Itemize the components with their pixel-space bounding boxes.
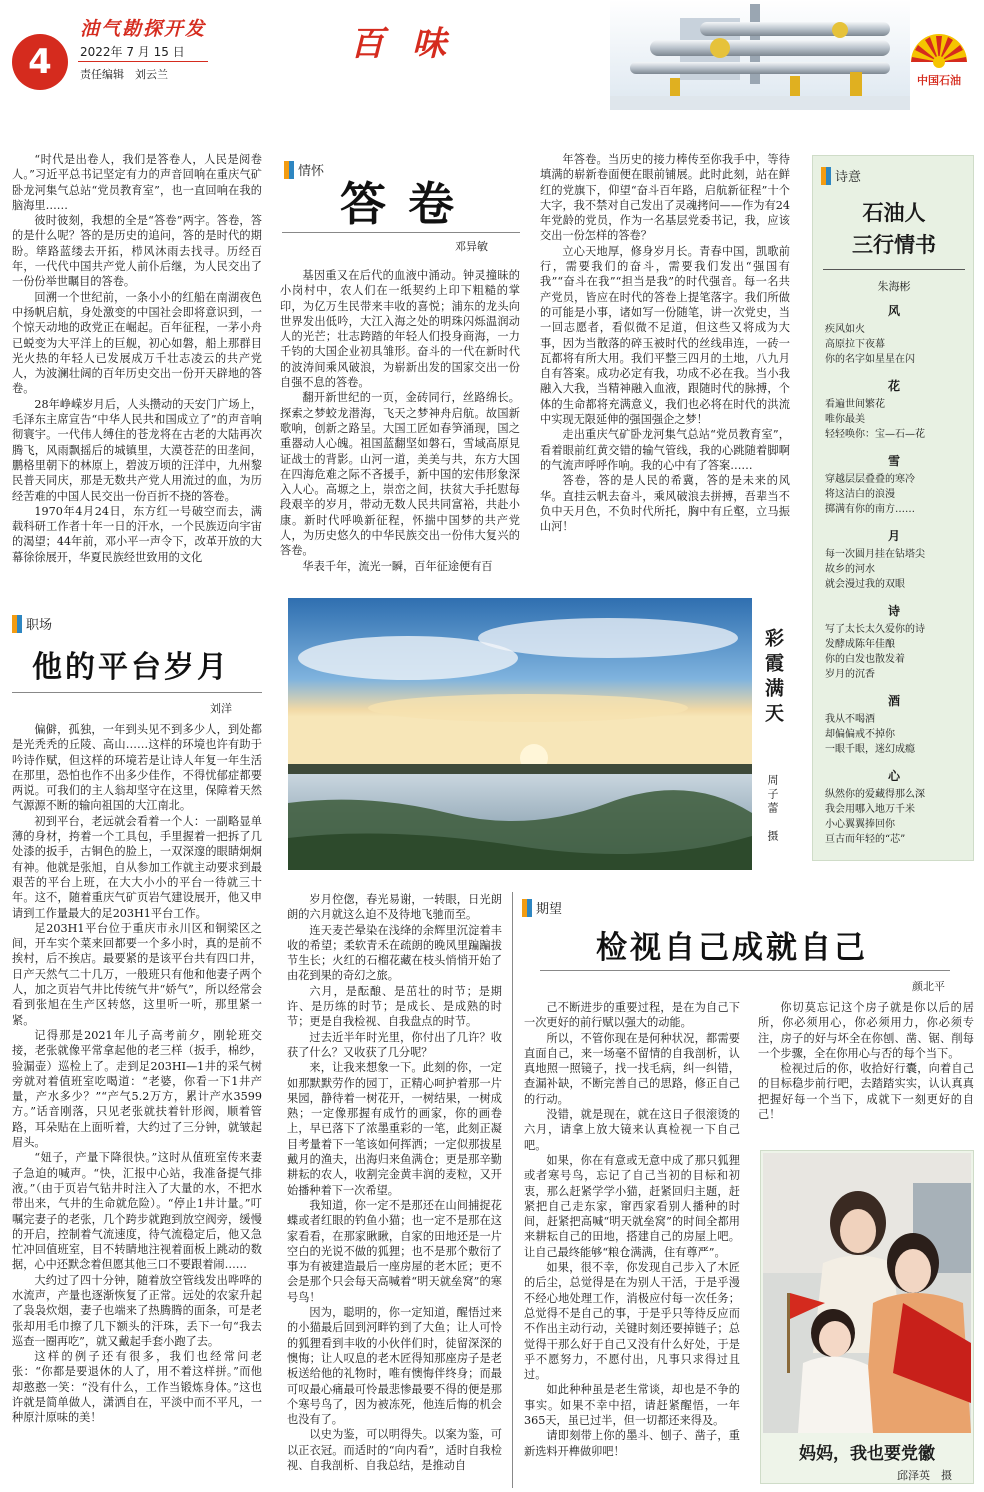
poem-line: 高原拉下夜幕 bbox=[825, 339, 885, 350]
dajuan-col-3 bbox=[540, 152, 790, 578]
poem-section-title: 酒 bbox=[887, 694, 900, 708]
mother-child-image bbox=[763, 1153, 971, 1433]
paragraph: 己不断进步的重要过程，是在为自己下一次更好的前行赋以强大的动能。 bbox=[524, 1001, 740, 1030]
poem-line: 就会漫过我的双眼 bbox=[825, 579, 905, 590]
paragraph: 回溯一个世纪前，一条小小的红船在南湖夜色中扬帆启航，身处激变的中国社会即将意识到，一个惊天动地的政党正在崛起。百年征程，一茅小舟已蜕变为大平洋上的巨舰，初心如磐，船上那群目光火热的年轻人已发展成万千壮志凌云的共产党人，为波澜壮阔的百年历史交出一份开天辟地的答卷。 bbox=[12, 290, 262, 396]
poem-title-line-2: 三行情书 bbox=[852, 233, 936, 257]
tag-bar-icon bbox=[821, 167, 831, 185]
poem-section bbox=[819, 602, 969, 682]
poem-section-title: 风 bbox=[887, 304, 900, 318]
platform-col-2 bbox=[287, 892, 502, 1492]
jianshi-title-rule bbox=[540, 970, 950, 971]
poem-section-title: 花 bbox=[887, 379, 900, 393]
poem-author: 朱海彬 bbox=[877, 280, 911, 293]
poem-line: 每一次圆月挂在钻塔尖 bbox=[825, 549, 925, 560]
paragraph: 华表千年，流光一瞬，百年征途便有百 bbox=[302, 559, 493, 573]
paragraph: 六月，是酝酿、是茁壮的时节；是期许、是历练的时节；是成长、是成熟的时节；更是自我检视、自我盘点的时节。 bbox=[287, 984, 502, 1029]
paragraph: 你切莫忘记这个房子就是你以后的居所，你必须用心，你必须用力，你必须专注，房子的好与坏全在你刨、凿、锯、削每一个步骤，全在你用心与否的每个当下。 bbox=[758, 1001, 974, 1060]
poem-section bbox=[819, 527, 969, 592]
tag-label: 期望 bbox=[536, 902, 563, 917]
paragraph: 基因重又在后代的血液中涌动。钟灵撞昧的小岗村中，农人们在一纸契约上印下粗糙的掌印，为亿万生民带来丰收的喜悦；浦东的龙头向世界发出低吟，大江入海之处的明珠闪烁温润动人的光芒；壮志跨踏的年轻人们投身商海，一力千钧的大国企业初具雏形。奋斗的一代在新时代的波涛间乘风破浪，为崭新出发的国家交出一份自强不息的答卷。 bbox=[280, 269, 520, 390]
poem-section bbox=[819, 452, 969, 517]
paragraph: 来，让我来想象一下。此刻的你，一定如那默默劳作的园丁，正精心呵护着那一片果园，静待着一树花开，一树结果，一树成熟；一定像那握有成竹的画家，你的画卷上，早已落下了浓墨重彩的一笔，此刻正凝目考量着下一笔该如何挥洒；一定似那拔星戴月的渔夫，出海归来鱼满仓；更是那辛勤耕耘的农人，收割完金黄丰润的麦粒，又开始播种着下一次希望。 bbox=[287, 1061, 502, 1197]
tag-label: 情怀 bbox=[298, 164, 325, 179]
jianshi-col-1 bbox=[524, 1000, 740, 1492]
paragraph: 如果，很不幸，你发现自己步入了木匠的后尘，总觉得是在为别人干活，于是乎漫不经心地处理工作，消极应付每一次任务；总觉得不是自己的事，于是乎只等待反应而不作出主动行动，关键时刻还要掉链子；总觉得干那么好于自己又没有什么好处，于是乎不愿努力，不愿付出，凡事只求得过且过。 bbox=[524, 1261, 740, 1382]
poem-line: 将这洁白的浪漫 bbox=[825, 489, 895, 500]
tag-label: 诗意 bbox=[835, 170, 862, 185]
poem-section bbox=[819, 767, 969, 847]
poem-line: 疾风如火 bbox=[825, 324, 865, 335]
paragraph: 走出重庆气矿卧龙河集气总站“党员教育室”，看着眼前红黄交错的输气管线，我的心跳随着脚啊的气流声呼呼作响。我的心中有了答案…… bbox=[540, 428, 790, 472]
paragraph: “妞子，产量下降很快。”这时从值班室传来妻子急迫的喊声。“快，汇报中心站，我准备提气排液。”（由于页岩气钻井时注入了大量的水，不把水带出来，气井的生命就危险）。“停止1井计量。”叮嘱完妻子的老张，几个跨步就跑到放空阀旁，缓慢的开启，控制着气流速度，待气流稳定后，他又急忙冲回值班室，目不转睛地注视着面板上跳动的数据，心中还默念着但愿其他三口不要跟着闹…… bbox=[12, 1151, 262, 1272]
paragraph: 因为，聪明的，你一定知道，醒悟过来的小猫最后回到河畔钓到了大鱼；让人可怜的狐狸看到丰收的小伙伴们时，徒留深深的懊悔；让人叹息的老木匠得知那座房子是老板送给他的礼物时，唯有懊悔伴终身；而最可叹最心痛最可怜最悲惨最要不得的便是那个寒号鸟了，因为被冻死，他连后悔的机会也没有了。 bbox=[287, 1306, 502, 1427]
paragraph: 翻开新世纪的一页，金砖同行，丝路绵长。探索之梦蛟龙潜海，飞天之梦神舟启航。故国新歌响，创新之路呈。大国工匠如春笋涌现，国之重器动人心魄。祖国蓝翻坚如磐石，雪域高原見证战士的背影。山河一道，美美与共，东方大国在四海危难之际不吝援手，新中国的宏伟形象深入人心。高塬之上，崇峦之间，扶贫大手托慰每段艰辛的岁月，带动无数人民共同富裕，共赴小康。新时代呼唤新征程，怀揣中国梦的共产党人，为历史悠久的中华民族交出一份伟大复兴的答卷。 bbox=[280, 391, 520, 558]
issue-date: 2022年 7 月 15 日 bbox=[80, 45, 185, 59]
mom-photo-caption: 妈妈，我也要党徽 bbox=[799, 1444, 935, 1464]
paragraph: 连天麦芒晕染在浅绛的余辉里沉淀着丰收的希望；柔软青禾在疏朗的晚风里蹁蹁拔节生长；火红的石榴花藏在枝头悄悄开始了由花到果的奇幻之旅。 bbox=[287, 923, 502, 983]
poem-section-title: 雪 bbox=[887, 454, 900, 468]
tag-qiwang bbox=[522, 898, 562, 917]
dajuan-col-2 bbox=[280, 268, 520, 580]
platform-title: 他的平台岁月 bbox=[32, 650, 230, 685]
paragraph: “时代是出卷人，我们是答卷人，人民是阅卷人。”习近平总书记坚定有力的声音回响在重庆气矿卧龙河集气总站“党员教育室”，也一直回响在我的脑海里…… bbox=[12, 153, 262, 212]
paragraph: 如此种种虽是老生常谈，却也是不争的事实。如果不幸中招，请赶紧醒悟，一年365天，虽已过半，但一切都还来得及。 bbox=[524, 1383, 740, 1428]
paragraph: 这样的例子还有很多，我们也经常问老张：“你都是要退休的人了，用不着这样拼。”而他却憨憨一笑：“没有什么，工作当锻炼身体。”这也许就是简单做人，潇洒自在，平淡中而不平凡，一种原汁原味的美！ bbox=[12, 1350, 262, 1425]
tag-label: 职场 bbox=[26, 618, 53, 633]
poem-section bbox=[819, 377, 969, 442]
paragraph: 我知道，你一定不是那还在山间捕捉花蝶或者红眼的钓鱼小猫；也一定不是那在这家看看，在那家瞅瞅，自家的田地还是一片空白的光说不做的狐狸；也不是那个敷衍了事为有被建造最后一座房屋的老木匠；更不会是那个只会每天高喊着“明天就垒窝”的寒号鸟！ bbox=[287, 1198, 502, 1304]
paragraph: 年答卷。当历史的接力棒传至你我手中，等待填满的崭新卷面便在眼前铺展。此时此刻，站在鲜红的党旗下，仰望“奋斗百年路，启航新征程”十个大字，我不禁对自己发出了灵魂拷问——作为有24年党龄的党员，作为一名基层党委书记，我，应该交出一份怎样的答卷？ bbox=[540, 153, 790, 243]
gas-plant-illustration bbox=[610, 0, 910, 110]
sunset-caption: 彩霞满天 bbox=[762, 628, 784, 728]
poem-section-title: 月 bbox=[887, 529, 900, 543]
paragraph: 过去近半年时光里，你付出了几许？收获了什么？又收获了几分呢？ bbox=[287, 1030, 502, 1059]
dajuan-col-1 bbox=[12, 152, 262, 577]
poem-line: 写了太长太久爱你的诗 bbox=[825, 624, 925, 635]
paragraph: 没错，就是现在，就在这日子很滚烫的六月，请拿上放大镜来认真检视一下自己吧。 bbox=[524, 1108, 740, 1152]
poem-line: 我会用哪入地万千米 bbox=[825, 804, 915, 815]
poem-line: 唯你最美 bbox=[825, 414, 865, 425]
column-divider bbox=[512, 892, 513, 1488]
paragraph: 记得那是2021年儿子高考前夕，刚轮班交接，老张就像平常拿起他的老三样（扳手，棉纱，验漏壶）巡检上了。走到足203HI—1井的采气树旁就对着值班室吃喝道：“老婆，你看一下1井产量，产水多少？”“产气5.2万方，累计产水3599方。”话音刚落，只见老张就扶着针形阀，顺着管路，耳朵贴在上面听着，大约过了三分钟，就皱起眉头。 bbox=[12, 1028, 262, 1150]
platform-author: 刘洋 bbox=[210, 702, 232, 715]
mom-photo bbox=[763, 1153, 971, 1433]
paragraph: 28年峥嵘岁月后，人头攒动的天安门广场上，毛泽东主席宣告“中华人民共和国成立了”的声音响彻寰宇。一代伟人缚住的苍龙将在古老的大陆再次腾飞，风雨飘摇后的城镇里，大漠苍茫的田垄间，鹏格里朝下的林原上，碧波万顷的汪洋中，九州黎民普天同庆，那是无数共产党人用流过的血，为历经苦难的中国人民交出一份百折不挠的答卷。 bbox=[12, 397, 262, 503]
poem-section bbox=[819, 302, 969, 367]
jianshi-author: 颜北平 bbox=[912, 980, 945, 993]
poem-box bbox=[812, 155, 974, 861]
dajuan-title-rule bbox=[282, 232, 520, 233]
paragraph: 请即刻带上你的墨斗、刨子、凿子，重新选料开榫做卯吧！ bbox=[524, 1429, 740, 1458]
poem-section-title: 心 bbox=[887, 769, 900, 783]
poem-line: 纵然你的爱藏得那么深 bbox=[825, 789, 925, 800]
page-number: 4 bbox=[12, 34, 68, 90]
paragraph: 检视过后的你，收拾好行囊，向着自己的目标稳步前行吧，去踏踏实实，认认真真把握好每一个当下，成就下一刻更好的自己！ bbox=[758, 1062, 974, 1122]
mom-photo-credit: 邱泽英 摄 bbox=[897, 1469, 952, 1482]
paragraph: 1970年4月24日，东方红一号破空而去，满载科研工作者十年一日的汗水，一个民族迈向宇宙的渴望；44年前，邓小平一声令下，改革开放的大幕徐徐展开，华夏民族经世致用的文化 bbox=[12, 504, 262, 564]
masthead bbox=[0, 0, 984, 150]
poem-line: 故乡的河水 bbox=[825, 564, 875, 575]
sunset-photo bbox=[288, 598, 752, 870]
poem-line: 亘古而年轻的“芯” bbox=[825, 834, 906, 845]
sunset-credit: 周子蕾 摄 bbox=[766, 774, 779, 844]
paper-name: 油气勘探开发 bbox=[80, 18, 207, 40]
tag-zhichang bbox=[12, 614, 52, 633]
masthead-rule bbox=[78, 61, 208, 62]
jianshi-col-2 bbox=[758, 1000, 974, 1136]
paragraph: 偏僻，孤独，一年到头见不到多少人，到处都是光秃秃的丘陵、高山……这样的环境也许有助于吟诗作赋，但这样的环境若是让诗人年复一年生活在那里，恐怕也作不出多少佳作，不得忧郁症都要两说。可我们的主人翁却坚守在这里，保障着天然气源源不断的输向祖国的大江南北。 bbox=[12, 723, 262, 813]
dajuan-title: 答卷 bbox=[340, 177, 476, 231]
poem-line: 穿越层层叠叠的寒冷 bbox=[825, 474, 915, 485]
poem-line: 你的名字如星星在闪 bbox=[825, 354, 915, 365]
logo-text: 中国石油 bbox=[917, 74, 961, 87]
poem-line: 你的白发也散发着 bbox=[825, 654, 905, 665]
paragraph: 立心天地厚，修身岁月长。青春中国，凯歌前行，需要我们的奋斗，需要我们发出“强国有我”“奋斗在我”“担当是我”的时代强音。每一名共产党员，皆应在时代的答卷上提笔落字。我们所做的可能是小事，诸如写一份随笔，讲一次党史，当一回志愿者，看似微不足道，但这些又将成为大事，因为当散落的碎玉被时代的丝线串连，一砖一瓦都将有所大用。我们平整三四月的土地，八九月自有答案。成功必定有我，功成不必在我。当小我融入大我，当精神融入血液，跟随时代的脉搏，个体的生命都将充满意义，我们也必将在时代的洪流中实现无限延伸的强国强企之梦！ bbox=[540, 244, 790, 427]
tag-bar-icon bbox=[522, 899, 532, 917]
poem-line: 看遍世间繁花 bbox=[825, 399, 885, 410]
sunset-landscape-image bbox=[288, 598, 752, 870]
paragraph: 初到平台，老远就会看着一个人：一副略显单薄的身材，挎着一个工具包，手里握着一把拆了几处漆的扳手，古铜色的脸上，一双深邃的眼睛炯炯有神。他就是张旭，自从参加工作就主动要求到最艰苦的平台上班，在大大小小的平台一待就三十年。这不，随着重庆气矿页岩气建设展开，他又申请到工作量最大的足203H1平台工作。 bbox=[12, 814, 262, 920]
poem-line: 发酵成陈年佳酿 bbox=[825, 639, 895, 650]
poem-line: 却偏偏戒不掉你 bbox=[825, 729, 895, 740]
section-title: 百味 bbox=[350, 24, 474, 64]
editor-credit: 责任编辑 刘云兰 bbox=[80, 68, 168, 81]
poem-line: 一眼千眼，迷幻成瘾 bbox=[825, 744, 915, 755]
poem-section-title: 诗 bbox=[887, 604, 900, 618]
paragraph: 足203H1平台位于重庆市永川区和铜梁区之间，开车实个菜来回都要一个多小时，真的是前不挨村，后不挨店。最要紧的是该平台共有四口井，日产天然气二十几万，一般班只有他和他妻子两个人，加之页岩气井比传统气井“娇气”，所以经常会看到张旭在生产区转悠，这里听一听，那里紧一紧。 bbox=[12, 921, 262, 1027]
poem-line: 小心翼翼捧回你 bbox=[825, 819, 895, 830]
poem-sections bbox=[819, 302, 969, 857]
poem-title-rule bbox=[823, 269, 965, 270]
paragraph: 彼时彼刻，我想的全是“答卷”两字。答卷，答的是什么呢？答的是历史的追问，答的是时代的期盼。筚路蓝缕去开拓，栉风沐雨去找寻。历经百年，一代代中国共产党人前仆后继，为人民交出了一份份举世瞩目的答卷。 bbox=[12, 214, 262, 289]
poem-line: 我从不喝酒 bbox=[825, 714, 875, 725]
tag-shiyi bbox=[821, 166, 861, 185]
paragraph: 岁月倥偬，春光易谢，一转眼，日光朗朗的六月就这么迫不及待地飞驰而至。 bbox=[287, 893, 502, 922]
dajuan-author: 邓异敏 bbox=[455, 240, 488, 253]
paragraph: 以史为鉴，可以明得失。以案为鉴，可以正衣冠。而适时的“向内看”，适时自我检视、自我剖析、自我总结，是推动自 bbox=[287, 1428, 502, 1472]
tag-bar-icon bbox=[12, 615, 22, 633]
poem-line: 轻轻唤你：宝—石—花 bbox=[825, 429, 925, 440]
tag-qinghuai bbox=[284, 160, 324, 179]
platform-col-1 bbox=[12, 722, 262, 1492]
sunset-caption-panel bbox=[752, 598, 790, 870]
paragraph: 答卷，答的是人民的希冀，答的是未来的风华。直挂云帆去奋斗，乘风破浪去拼搏，吾辈当不负中天月色，不负时代所托，胸中有丘壑，立马振山河！ bbox=[540, 474, 790, 534]
paragraph: 大约过了四十分钟，随着放空管线发出哗哗的水流声，产量也逐渐恢复了正常。远处的农家升起了袅袅炊烟，妻子也端来了热腾腾的面条，可是老张却用毛巾擦了几下额头的汗珠，丢下一句“我去巡查一圈再吃”，就又戴起手套小跑了去。 bbox=[12, 1273, 262, 1348]
mom-photo-frame bbox=[760, 1150, 974, 1484]
paragraph: 如果，你在有意或无意中成了那只狐狸或者寒号鸟，忘记了自己当初的目标和初衷，那么赶紧学学小猫，赶紧回归主题，赶紧把自己走东家，窜西家看别人播种的时间，赶紧把高喊“明天就垒窝”的时间全都用来耕耘自己的田地，搭建自己的房屋上吧。让自己最终能够“粮仓满满，住有尊严”。 bbox=[524, 1153, 740, 1259]
poem-title-line-1: 石油人 bbox=[862, 201, 926, 225]
platform-title-rule bbox=[12, 692, 262, 693]
tag-bar-icon bbox=[284, 161, 294, 179]
poem-line: 掷满有你的南方…… bbox=[825, 504, 915, 515]
poem-line: 岁月的沉香 bbox=[825, 669, 875, 680]
poem-section bbox=[819, 692, 969, 757]
paragraph: 所以，不管你现在是何种状况，都需要直面自己，来一场毫不留情的自我剖析，认真地照一照镜子，找一找毛病，纠一纠错，查漏补缺，不断完善自己的思路，修正自己的行动。 bbox=[524, 1031, 740, 1106]
jianshi-title: 检视自己成就自己 bbox=[596, 930, 868, 966]
